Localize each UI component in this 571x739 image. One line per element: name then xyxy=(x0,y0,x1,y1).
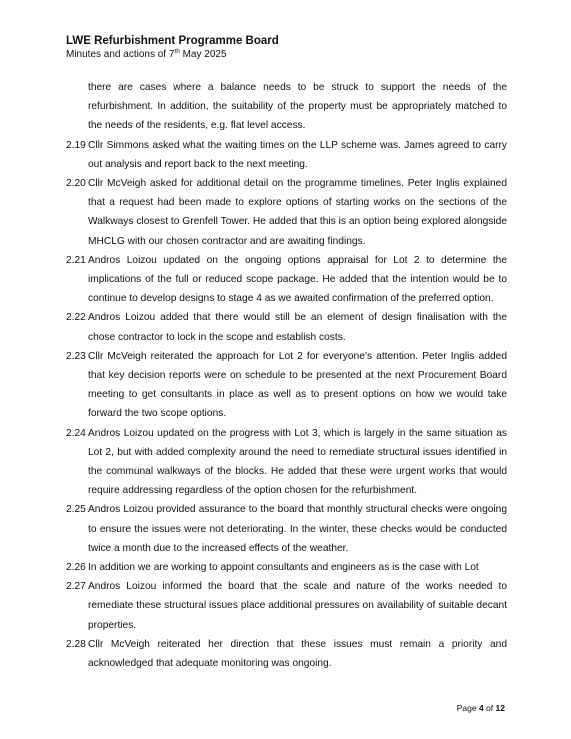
item-number: 2.23 xyxy=(66,350,86,362)
page-footer xyxy=(457,703,505,714)
item-number: 2.28 xyxy=(66,638,86,650)
item-text: Andros Loizou provided assurance to the board that monthly structural checks were ongoing to ensure the issues were not deteriorating. In the winter, these checks would be conducted twice a month due to the increased effects of the weather. xyxy=(88,504,507,554)
item-text: Andros Loizou updated on the progress with Lot 3, which is largely in the same situation as Lot 2, but with added complexity around the need to remediate structural issues identified in the communal walkways of the blocks. He added that these were urgent works that would require addressing regardless of the option chosen for the refurbishment. xyxy=(88,427,507,497)
continued-paragraph: there are cases where a balance needs to be struck to support the needs of the refurbishment. In addition, the suitability of the property must be appropriately matched to the needs of the residents, e.g. flat level access. xyxy=(88,82,507,132)
item-number: 2.26 xyxy=(66,562,86,574)
minutes-body xyxy=(66,78,507,673)
minute-item xyxy=(66,308,507,346)
document-subtitle xyxy=(66,48,279,61)
minute-item xyxy=(66,251,507,309)
page-number: 4 xyxy=(478,703,484,713)
subtitle-ordinal: th xyxy=(174,48,180,55)
document-title: LWE Refurbishment Programme Board xyxy=(66,35,279,47)
page-label: Page xyxy=(456,703,477,713)
item-text: Cllr McVeigh asked for additional detail on the programme timelines. Peter Inglis explained that a request had been made to explore options of starting works on the sections of the Walkways closest to Grenfell Tower. He added that this is an option being explored alongside MHCLG with our chosen contractor and are awaiting findings. xyxy=(88,178,507,247)
minute-item xyxy=(66,424,507,501)
item-text: Cllr McVeigh reiterated the approach for Lot 2 for everyone’s attention. Peter Inglis added that key decision reports were on schedule to be presented at the next Procurement Board meeting to get consultants in place as well as to present options on how we would take forward the two scope options. xyxy=(88,350,507,420)
item-text: Andros Loizou added that there would still be an element of design finalisation with the chose contractor to lock in the scope and establish costs. xyxy=(88,312,507,343)
item-text: Cllr McVeigh reiterated her direction that these issues must remain a priority and acknowledged that adequate monitoring was ongoing. xyxy=(88,638,507,670)
subtitle-suffix: May 2025 xyxy=(179,49,227,60)
minute-item xyxy=(66,136,507,174)
minute-item xyxy=(66,558,507,577)
item-text: Andros Loizou updated on the ongoing options appraisal for Lot 2 to determine the implications of the full or reduced scope package. He added that the intention would be to continue to develop designs to stage 4 as we awaited confirmation of the preferred option. xyxy=(88,254,507,305)
item-text: Cllr Simmons asked what the waiting times on the LLP scheme was. James agreed to carry out analysis and report back to the next meeting. xyxy=(88,139,507,170)
minute-item xyxy=(66,174,507,251)
item-number: 2.24 xyxy=(66,427,86,439)
item-number: 2.20 xyxy=(66,178,86,190)
page-total: 12 xyxy=(495,703,505,713)
item-number: 2.22 xyxy=(66,312,86,324)
minute-item xyxy=(66,500,507,558)
item-number: 2.21 xyxy=(66,254,86,266)
item-number: 2.25 xyxy=(66,504,86,516)
subtitle-prefix: Minutes and actions of 7 xyxy=(66,49,175,60)
item-number: 2.27 xyxy=(66,581,86,593)
document-header xyxy=(66,34,279,61)
page-of-label: of xyxy=(486,703,494,713)
minute-item xyxy=(66,347,507,424)
minute-item xyxy=(66,635,507,673)
item-text: In addition we are working to appoint consultants and engineers as is the case with Lot xyxy=(88,562,479,574)
item-number: 2.19 xyxy=(66,139,86,151)
item-text: Andros Loizou informed the board that the scale and nature of the works needed to remediate these structural issues place additional pressures on availability of suitable decant properties. xyxy=(88,581,507,631)
minute-item xyxy=(66,577,507,635)
